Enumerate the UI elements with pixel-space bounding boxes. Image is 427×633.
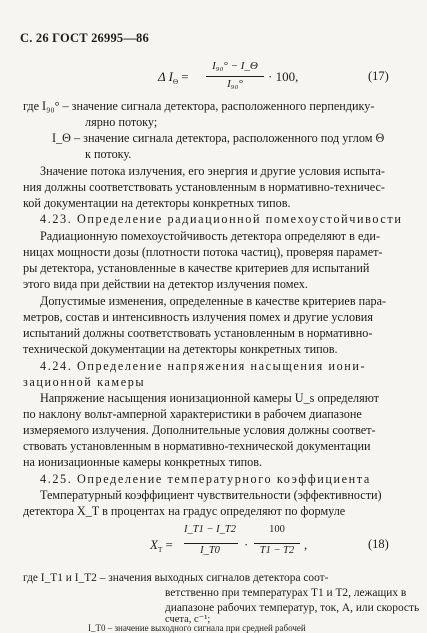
text-line: метров, состав и интенсивность излучения помех и другие условия: [23, 310, 373, 324]
text-line: измеряемого излучения. Дополнительные условия должны соответ-: [23, 423, 376, 437]
text-line: детектора X_T в процентах на градус определяют по формуле: [23, 504, 346, 518]
eq18-numerator-1: I_T1 − I_T2: [183, 524, 236, 535]
section-heading-4-25: 4.25. Определение температурного коэффициента: [40, 472, 371, 486]
eq18-fraction-bar-1: [184, 543, 238, 544]
eq17-lhs: Δ I: [158, 69, 173, 84]
text-line: ния должны соответствовать установленным в нормативно-техничес-: [23, 180, 385, 194]
eq18-lhs-sub: T: [157, 546, 163, 554]
eq18-comma: ,: [304, 537, 308, 552]
text-line: I_Θ – значение сигнала детектора, расположенного под углом Θ: [52, 131, 385, 145]
text-line: Температурный коэффициент чувствительности (эффективности): [40, 488, 382, 502]
text-line: лярно потоку;: [85, 115, 158, 129]
text-line: испытаний должны соответствовать установленным в нормативно-: [23, 326, 373, 340]
text-line: счета, с⁻¹;: [165, 614, 211, 625]
text-line: ствовать установленным в нормативно-технической документации: [23, 439, 371, 453]
eq18-numerator-2: 100: [269, 524, 285, 535]
eq17-lhs-sub: Θ: [172, 78, 179, 86]
eq17-denominator: I₉₀°: [227, 78, 243, 90]
page-header: С. 26 ГОСТ 26995—86: [20, 31, 149, 45]
section-heading-4-23: 4.23. Определение радиационной помехоустойчивости: [40, 212, 403, 226]
eq18-dot: ·: [244, 537, 249, 552]
eq18-denominator-2: T1 − T2: [259, 545, 295, 556]
text-line: этого вида при действии на детектор излучения помех.: [23, 277, 308, 291]
document-page: С. 26 ГОСТ 26995—86 Δ $I_\Theta$ = I₉₀° − I_Θ I₉₀° · 100, (17) где I₉₀° – значение сигнала детектора, расположенного перпендику- лярно потоку; I_Θ – значение сигнала детектора, расположенного под углом Θ к потоку. Значение потока излучения, его энергия и другие условия испыта- ния должны соответствовать установленным в нормативно-техничес- кой документации на детекторы конкретных типов. 4.23. Определение радиационной помехоустойчивости Радиационную помехоустойчивость детектора определяют в еди- ницах мощности дозы (плотности потока частиц), проверяя парамет- ры детектора, установленные в качестве критериев для испытаний этого вида при действии на детектор излучения помех. Допустимые изменения, определенные в качестве критериев пара- метров, состав и интенсивность излучения помех и другие условия испытаний должны соответствовать установленным в нормативно- технической документации на детекторы конкретных типов. 4.24. Определение напряжения насыщения иони- зационной камеры Напряжение насыщения ионизационной камеры U_s определяют по наклону вольт-амперной характеристики в рабочем диапазоне измеряемого излучения. Дополнительные условия должны соответ- ствовать установленным в нормативно-технической документации на ионизационные камеры конкретных типов. 4.25. Определение температурного коэффициента Температурный коэффициент чувствительности (эффективности) детектора X_T в процентах на градус определяют по формуле $X_T$ = I_T1 − I_T2 I_T0 · 100 T1 − T2 , (18) где I_T1 и I_T2 – значения выходных сигналов детектора соот- ветственно при температурах T1 и T2, лежащих в диапазоне рабочих температур, ток, А, или скорость счета, с⁻¹; I_T0 – значение выходного сигнала при средней рабочей: [20, 31, 420, 633]
text-line: где I_T1 и I_T2 – значения выходных сигналов детектора соот-: [23, 572, 329, 584]
eq18-number: (18): [368, 537, 389, 551]
text-line: Значение потока излучения, его энергия и другие условия испыта-: [40, 164, 385, 178]
text-line: где I₉₀° – значение сигнала детектора, расположенного перпендику-: [23, 99, 375, 113]
text-line: кой документации на детекторы конкретных типов.: [23, 196, 291, 210]
section-heading-4-24: 4.24. Определение напряжения насыщения иони-: [40, 359, 367, 373]
eq17-fraction-bar: [206, 76, 264, 77]
text-line: ницах мощности дозы (плотности потока частиц), проверяя парамет-: [23, 245, 383, 259]
eq18-denominator-1: I_T0: [200, 545, 220, 556]
text-line: Радиационную помехоустойчивость детектора определяют в еди-: [40, 229, 381, 243]
eq17-number: (17): [368, 69, 389, 83]
text-line: Напряжение насыщения ионизационной камеры U_s определяют: [40, 391, 379, 405]
text-line: ветственно при температурах T1 и T2, лежащих в: [165, 587, 407, 599]
section-heading-4-24-cont: зационной камеры: [23, 375, 146, 389]
eq17-numerator: I₉₀° − I_Θ: [212, 60, 258, 72]
text-line: Допустимые изменения, определенные в качестве критериев пара-: [40, 294, 387, 308]
eq17-tail: · 100,: [268, 69, 299, 84]
text-line: технической документации на детекторы конкретных типов.: [23, 342, 338, 356]
text-line: по наклону вольт-амперной характеристики в рабочем диапазоне: [23, 407, 362, 421]
eq18-equals: =: [165, 537, 173, 552]
text-line: ры детектора, установленные в качестве критериев для испытаний: [23, 261, 370, 275]
text-line: на ионизационные камеры конкретных типов.: [23, 455, 263, 469]
text-line: I_T0 – значение выходного сигнала при средней рабочей: [88, 623, 306, 633]
eq18-lhs: X: [150, 537, 158, 552]
text-line: диапазоне рабочих температур, ток, А, или скорость: [165, 602, 420, 614]
text-line: к потоку.: [85, 147, 132, 161]
eq18-fraction-bar-2: [254, 543, 300, 544]
